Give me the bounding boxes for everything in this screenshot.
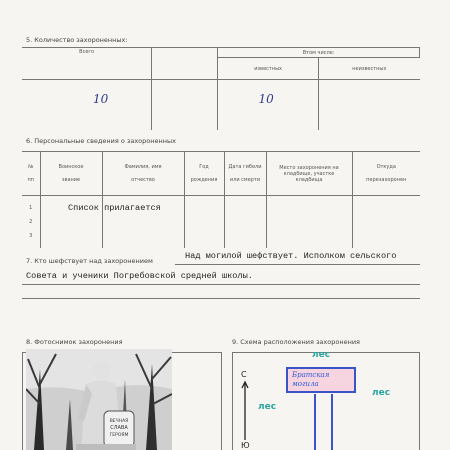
- shield-text-3: ГЕРОЯМ: [109, 433, 129, 438]
- header-place: Место захоронения на кладбище, участке кладбища: [266, 152, 352, 196]
- section-6-title: 6. Персональные сведения о захороненных: [26, 137, 176, 145]
- section-9-title: 9. Схема расположения захоронения: [232, 338, 360, 346]
- header-known: известных: [218, 58, 319, 80]
- forest-label-top: лес: [312, 350, 331, 360]
- section-7-title: 7. Кто шефствует над захоронением: [26, 257, 153, 265]
- header-num: № пп: [22, 152, 40, 196]
- section-5-title: 5. Количество захороненных:: [26, 36, 128, 44]
- memorial-photo-image: [26, 349, 172, 450]
- header-including: Втом числе:: [218, 48, 420, 58]
- patronage-text-line1: Над могилой шефствует. Исполком сельского: [185, 251, 397, 261]
- north-arrow-icon: [240, 380, 250, 442]
- header-death: Дата гибели или смерти: [224, 152, 266, 196]
- forest-label-left: лес: [258, 402, 277, 412]
- header-year: Год рождения: [184, 152, 224, 196]
- memorial-photo: [26, 349, 172, 450]
- header-unknown: неизвестных: [319, 58, 420, 80]
- mass-grave-label-2: могила: [292, 380, 319, 388]
- forest-label-right: лес: [372, 388, 391, 398]
- path-right: [331, 394, 333, 450]
- total-value: 10: [93, 91, 109, 106]
- known-value: 10: [258, 91, 274, 106]
- list-attached-text: Список прилагается: [68, 203, 161, 213]
- header-from: Откуда перезахоронен: [352, 152, 420, 196]
- header-total: Всего: [22, 48, 152, 80]
- shield-text-2: СЛАВА: [110, 425, 128, 431]
- row-numbers: 1 2 3: [22, 196, 40, 248]
- burial-count-table: [22, 47, 420, 130]
- total-value-cell: [22, 80, 152, 130]
- path-left: [314, 394, 316, 450]
- section-8-title: 8. Фотоснимок захоронения: [26, 338, 123, 346]
- header-name: Фамилия, имя отчество: [102, 152, 184, 196]
- mass-grave-box: [286, 367, 356, 393]
- south-label: Ю: [241, 441, 250, 450]
- shield-text-1: ВЕЧНАЯ: [109, 419, 129, 424]
- known-value-cell: [218, 80, 319, 130]
- personal-info-table: [22, 151, 420, 248]
- patronage-text-line2: Совета и ученики Погребовской средней школы.: [26, 271, 253, 281]
- mass-grave-label-1: Братская: [292, 371, 330, 379]
- north-label: С: [241, 370, 247, 379]
- header-rank: Воинское звание: [40, 152, 102, 196]
